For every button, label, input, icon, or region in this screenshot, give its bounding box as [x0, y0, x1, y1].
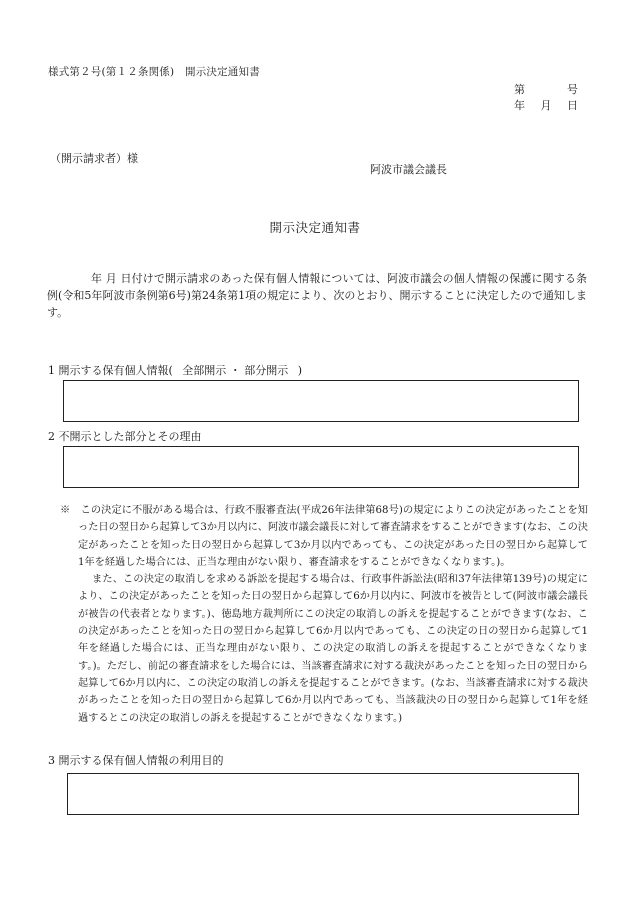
document-number-block — [514, 81, 578, 113]
doc-number-suffix: 号 — [567, 83, 578, 96]
section-2-heading: 2 不開示とした部分とその理由 — [48, 430, 202, 443]
appeal-notice — [60, 502, 588, 727]
disclosure-type-options: 全部開示 ・ 部分開示 — [182, 364, 289, 377]
section-3-heading: 3 開示する保有個人情報の利用目的 — [48, 754, 224, 767]
doc-number-prefix: 第 — [514, 83, 525, 96]
notice-paragraph-1: ※ この決定に不服がある場合は、行政不服審査法(平成26年法律第68号)の規定によりこの決定があったことを知った日の翌日から起算して3か月以内に、阿波市議会議長に対して審査請求をすることができます(なお、この決定があったことを知った日の翌日から起算して3か月以内であっても、この決定があった日の翌日から起算して1年を経過した場合には、正当な理由がない限り、審査請求をすることができなくなります。)。 — [60, 505, 588, 568]
section-2-input-box[interactable] — [63, 446, 579, 488]
section-1-label: 1 開示する保有個人情報( — [48, 364, 173, 377]
section-3-input-box[interactable] — [67, 773, 579, 815]
date-row — [514, 97, 578, 113]
date-day: 日 — [567, 99, 578, 112]
document-number-row — [514, 81, 578, 97]
date-year: 年 — [514, 99, 525, 112]
date-month: 月 — [540, 99, 552, 112]
form-label: 様式第２号(第１２条関係) 開示決定通知書 — [48, 66, 260, 78]
document-title: 開示決定通知書 — [269, 220, 361, 235]
intro-paragraph: 年 月 日付けで開示請求のあった保有個人情報については、阿波市議会の個人情報の保護に関する条例(令和5年阿波市条例第6号)第24条第1項の規定により、次のとおり、開示することに決定したので通知します。 — [47, 272, 587, 319]
addressee: （開示請求者）様 — [50, 152, 138, 165]
section-1-close: ) — [297, 364, 303, 377]
section-1-input-box[interactable] — [63, 380, 579, 422]
issuer: 阿波市議会議長 — [370, 163, 447, 176]
notice-paragraph-2: また、この決定の取消しを求める訴訟を提起する場合は、行政事件訴訟法(昭和37年法律第139号)の規定により、この決定があったことを知った日の翌日から起算して6か月以内に、阿波市を被告として(阿波市議会議長が被告の代表者となります。)、徳島地方裁判所にこの決定の取消しの訴えを提起することができます(なお、この決定があったことを知った日の翌日から起算して6か月以内であっても、この決定の日の翌日から起算して1年を経過した場合には、正当な理由がない限り、この決定の取消しの訴えを提起することができなくなります。)。ただし、前記の審査請求をした場合には、当該審査請求に対する裁決があったことを知った日の翌日から起算して6か月以内に、この決定の取消しの訴えを提起することができます。(なお、当該審査請求に対する裁決があったことを知った日の翌日から起算して6か月以内であっても、当該裁決の日の翌日から起算して1年を経過するとこの決定の取消しの訴えを提起することができなくなります。) — [78, 574, 588, 724]
section-1-heading — [48, 362, 302, 378]
